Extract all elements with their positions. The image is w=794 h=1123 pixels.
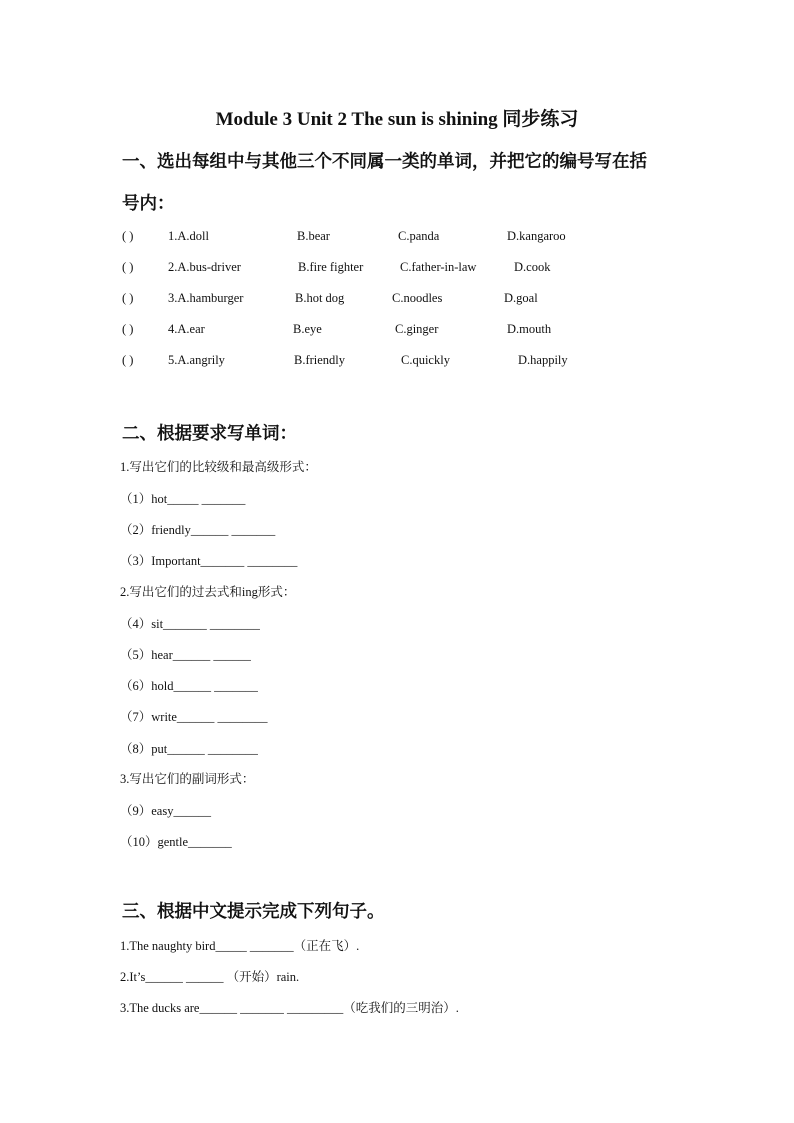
answer-paren: ( ) bbox=[122, 322, 134, 336]
question-9: （9）easy______ bbox=[120, 804, 211, 818]
sentence-3: 3.The ducks are______ _______ _________（吃我们的三明治）. bbox=[120, 1001, 459, 1015]
section2-heading: 二、根据要求写单词： bbox=[122, 423, 297, 443]
question-5: （5）hear______ ______ bbox=[120, 648, 251, 662]
option-c: C.panda bbox=[398, 229, 440, 243]
sentence-1: 1.The naughty bird_____ _______（正在飞）. bbox=[120, 939, 360, 953]
answer-paren: ( ) bbox=[122, 260, 134, 274]
option-c: C.father-in-law bbox=[400, 260, 477, 274]
option-a: 3.A.hamburger bbox=[168, 291, 244, 305]
option-d: D.mouth bbox=[507, 322, 552, 336]
page-title: Module 3 Unit 2 The sun is shining 同步练习 bbox=[215, 109, 579, 130]
option-a: 2.A.bus-driver bbox=[168, 260, 241, 274]
option-a: 5.A.angrily bbox=[168, 353, 225, 367]
question-10: （10）gentle_______ bbox=[120, 835, 232, 849]
section2-subheading-2: 2.写出它们的过去式和ing形式： bbox=[120, 585, 296, 599]
option-a: 4.A.ear bbox=[168, 322, 205, 336]
section1-heading-line1: 一、选出每组中与其他三个不同属一类的单词，并把它的编号写在括 bbox=[122, 151, 647, 171]
section3-heading: 三、根据中文提示完成下列句子。 bbox=[122, 901, 385, 921]
section2-subheading-3: 3.写出它们的副词形式： bbox=[120, 772, 255, 786]
answer-paren: ( ) bbox=[122, 229, 134, 243]
option-c: C.quickly bbox=[401, 353, 450, 367]
option-c: C.noodles bbox=[392, 291, 443, 305]
option-d: D.goal bbox=[504, 291, 538, 305]
option-d: D.happily bbox=[518, 353, 568, 367]
option-b: B.bear bbox=[297, 229, 330, 243]
question-1: （1）hot_____ _______ bbox=[120, 492, 246, 506]
option-d: D.cook bbox=[514, 260, 551, 274]
question-2: （2）friendly______ _______ bbox=[120, 523, 276, 537]
option-b: B.fire fighter bbox=[298, 260, 364, 274]
option-c: C.ginger bbox=[395, 322, 439, 336]
option-b: B.hot dog bbox=[295, 291, 345, 305]
question-4: （4）sit_______ ________ bbox=[120, 617, 260, 631]
answer-paren: ( ) bbox=[122, 291, 134, 305]
section2-subheading-1: 1.写出它们的比较级和最高级形式： bbox=[120, 460, 317, 474]
question-6: （6）hold______ _______ bbox=[120, 679, 258, 693]
answer-paren: ( ) bbox=[122, 353, 134, 367]
question-3: （3）Important_______ ________ bbox=[120, 554, 298, 568]
sentence-2: 2.It’s______ ______ （开始）rain. bbox=[120, 970, 300, 984]
option-d: D.kangaroo bbox=[507, 229, 566, 243]
section1-heading-line2: 号内： bbox=[122, 193, 175, 213]
question-8: （8）put______ ________ bbox=[120, 742, 258, 756]
option-a: 1.A.doll bbox=[168, 229, 209, 243]
option-b: B.eye bbox=[293, 322, 322, 336]
question-7: （7）write______ ________ bbox=[120, 710, 268, 724]
option-b: B.friendly bbox=[294, 353, 346, 367]
